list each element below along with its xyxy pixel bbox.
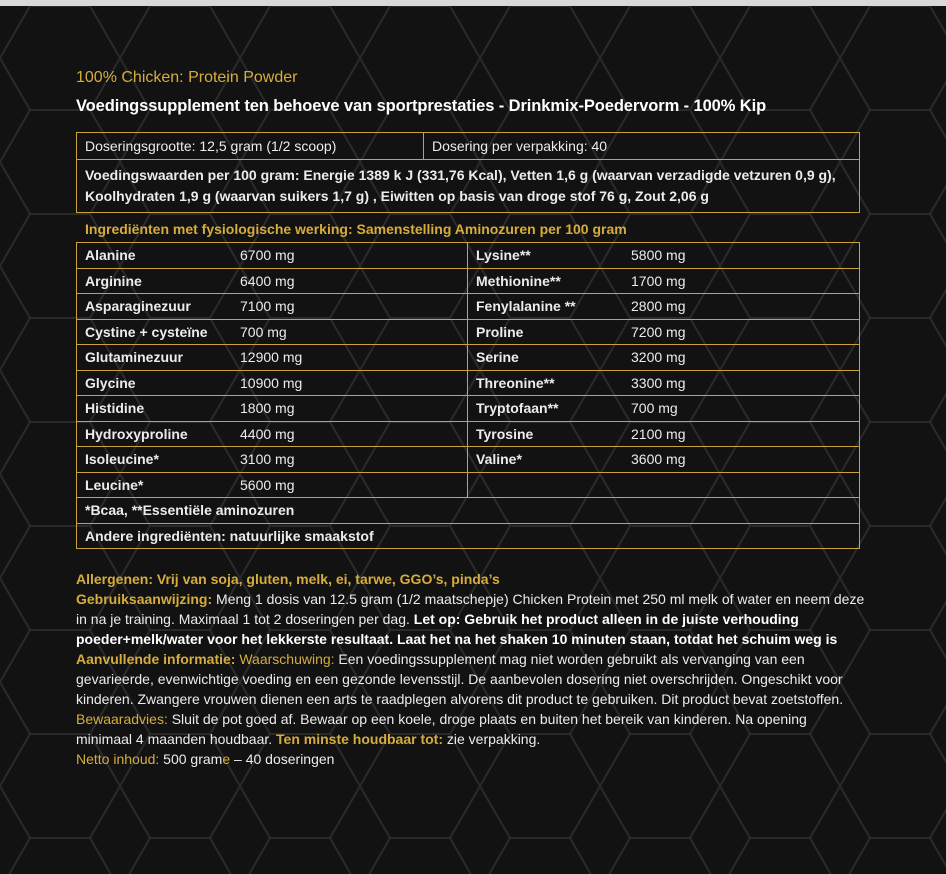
amino-name: Serine bbox=[468, 345, 624, 371]
amino-name: Proline bbox=[468, 319, 624, 345]
amino-name: Tyrosine bbox=[468, 421, 624, 447]
amino-name: Glycine bbox=[77, 370, 233, 396]
amino-row bbox=[77, 472, 860, 498]
amino-value: 4400 mg bbox=[232, 421, 468, 447]
label-content bbox=[76, 66, 866, 769]
amino-name: Asparaginezuur bbox=[77, 294, 233, 320]
amino-value: 6400 mg bbox=[232, 268, 468, 294]
amino-row bbox=[77, 319, 860, 345]
amino-row bbox=[77, 370, 860, 396]
amino-value: 1800 mg bbox=[232, 396, 468, 422]
amino-name: Histidine bbox=[77, 396, 233, 422]
amino-name: Fenylalanine ** bbox=[468, 294, 624, 320]
usage-instructions: Gebruiksaanwijzing: Meng 1 dosis van 12.5 gram (1/2 maatschepje) Chicken Protein met 250 ml melk of water en neem deze in na je training. Maximaal 1 tot 2 doseringen per dag. Let op: Gebruik het product alleen in de juiste verhouding poeder+melk/water voor het lekkerste resultaat. Laat het na het shaken 10 minuten staan, totdat het schuim weg is bbox=[76, 591, 865, 647]
amino-name: Methionine** bbox=[468, 268, 624, 294]
amino-value: 3300 mg bbox=[623, 370, 860, 396]
amino-row bbox=[77, 294, 860, 320]
amino-footnote: *Bcaa, **Essentiële aminozuren bbox=[77, 498, 860, 524]
info-section bbox=[76, 569, 866, 769]
empty-cell bbox=[468, 472, 860, 498]
ingredients-heading: Ingrediënten met fysiologische werking: Samenstelling Aminozuren per 100 gram bbox=[85, 221, 627, 237]
dosage-table bbox=[76, 132, 860, 213]
amino-name: Hydroxyproline bbox=[77, 421, 233, 447]
amino-value: 2800 mg bbox=[623, 294, 860, 320]
amino-value: 3200 mg bbox=[623, 345, 860, 371]
allergens: Allergenen: Vrij van soja, gluten, melk, ei, tarwe, GGO’s, pinda’s bbox=[76, 571, 500, 587]
amino-row bbox=[77, 345, 860, 371]
nutrition-values: Voedingswaarden per 100 gram: Energie 1389 k J (331,76 Kcal), Vetten 1,6 g (waarvan verzadigde vetzuren 0,9 g), Koolhydraten 1,9 g (waarvan suikers 1,7 g) , Eiwitten op basis van droge stof 76 g, Zout 2,06 g bbox=[77, 160, 860, 213]
net-content: Netto inhoud: 500 grame – 40 doseringen bbox=[76, 751, 335, 767]
estimated-sign: e bbox=[222, 751, 231, 767]
additional-info: Aanvullende informatie: Waarschuwing: Een voedingssupplement mag niet worden gebruikt als vervanging van een gevarieerde, evenwichtige voeding en een gezonde levensstijl. De aanbevolen dosering niet overschrijden. Ongeschikt voor kinderen. Zwangere vrouwen dienen een arts te raadplegen alvorens dit product te gebruiken. Dit product bevat zoetstoffen. Bewaaradvies: Sluit de pot goed af. Bewaar op een koele, droge plaats en buiten het bereik van kinderen. Na opening minimaal 4 maanden houdbaar. Ten minste houdbaar tot: zie verpakking. bbox=[76, 651, 844, 747]
amino-value: 1700 mg bbox=[623, 268, 860, 294]
amino-name: Cystine + cysteïne bbox=[77, 319, 233, 345]
amino-name: Arginine bbox=[77, 268, 233, 294]
amino-name: Alanine bbox=[77, 243, 233, 269]
amino-row bbox=[77, 268, 860, 294]
product-subtitle: Voedingssupplement ten behoeve van sportprestaties - Drinkmix-Poedervorm - 100% Kip bbox=[76, 97, 767, 115]
amino-value: 5600 mg bbox=[232, 472, 468, 498]
amino-row bbox=[77, 421, 860, 447]
amino-value: 6700 mg bbox=[232, 243, 468, 269]
amino-acid-table bbox=[76, 242, 860, 549]
amino-value: 2100 mg bbox=[623, 421, 860, 447]
amino-value: 12900 mg bbox=[232, 345, 468, 371]
amino-name: Isoleucine* bbox=[77, 447, 233, 473]
amino-name: Threonine** bbox=[468, 370, 624, 396]
amino-value: 700 mg bbox=[623, 396, 860, 422]
servings-per-pack: Dosering per verpakking: 40 bbox=[424, 133, 860, 160]
amino-name: Tryptofaan** bbox=[468, 396, 624, 422]
amino-name: Leucine* bbox=[77, 472, 233, 498]
amino-row bbox=[77, 396, 860, 422]
amino-name: Valine* bbox=[468, 447, 624, 473]
product-name: 100% Chicken: Protein Powder bbox=[76, 69, 298, 86]
amino-value: 3600 mg bbox=[623, 447, 860, 473]
amino-value: 3100 mg bbox=[232, 447, 468, 473]
amino-value: 10900 mg bbox=[232, 370, 468, 396]
amino-row bbox=[77, 243, 860, 269]
amino-name: Glutaminezuur bbox=[77, 345, 233, 371]
amino-row bbox=[77, 447, 860, 473]
serving-size: Doseringsgrootte: 12,5 gram (1/2 scoop) bbox=[77, 133, 424, 160]
amino-value: 7100 mg bbox=[232, 294, 468, 320]
amino-value: 700 mg bbox=[232, 319, 468, 345]
amino-name: Lysine** bbox=[468, 243, 624, 269]
other-ingredients: Andere ingrediënten: natuurlijke smaakstof bbox=[77, 523, 860, 549]
amino-value: 7200 mg bbox=[623, 319, 860, 345]
amino-value: 5800 mg bbox=[623, 243, 860, 269]
